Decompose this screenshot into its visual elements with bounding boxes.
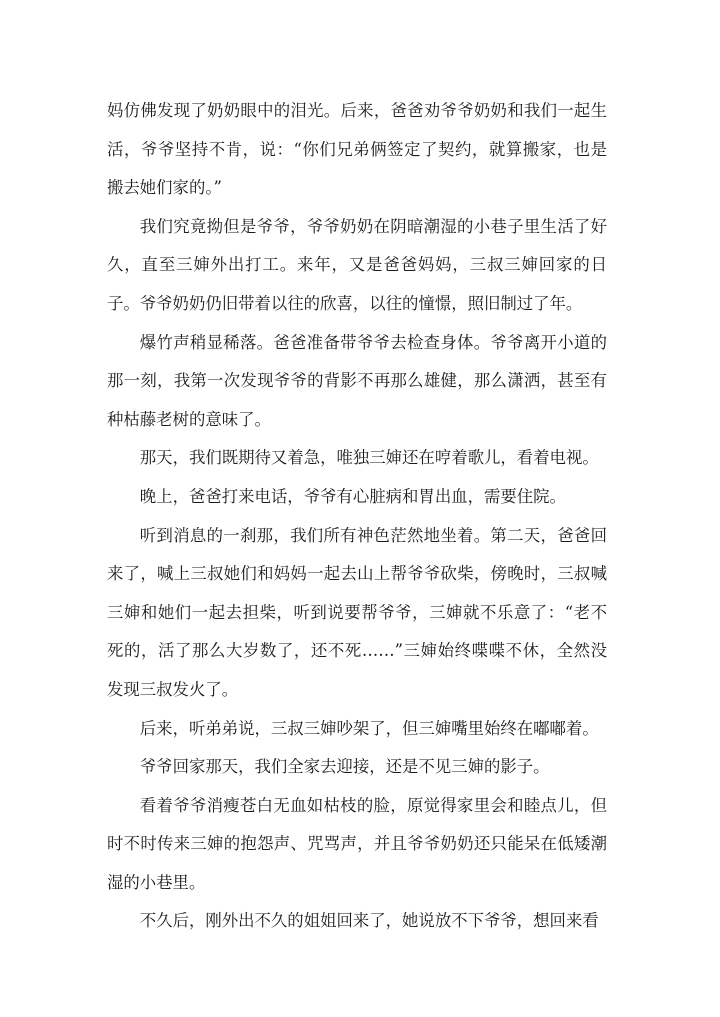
paragraph-9: 看着爷爷消瘦苍白无血如枯枝的脸，原觉得家里会和睦点儿，但时不时传来三婶的抱怨声、咒骂声，并且爷爷奶奶还只能呆在低矮潮湿的小巷里。 (107, 795, 607, 892)
paragraph-8: 爷爷回家那天，我们全家去迎接，还是不见三婶的影子。 (139, 757, 550, 777)
paragraph-1: 妈仿佛发现了奶奶眼中的泪光。后来，爸爸劝爷爷奶奶和我们一起生活，爷爷坚持不肯，说：“你们兄弟俩签定了契约，就算搬家，也是搬去她们家的。” (107, 101, 607, 198)
paragraph-4: 那天，我们既期待又着急，唯独三婶还在哼着歌儿，看着电视。 (139, 448, 599, 468)
paragraph-10: 不久后，刚外出不久的姐姐回来了，她说放不下爷爷，想回来看 (139, 911, 599, 931)
paragraph-6: 听到消息的一刹那，我们所有神色茫然地坐着。第二天，爸爸回来了，喊上三叔她们和妈妈一起去山上帮爷爷砍柴，傍晚时，三叔喊三婶和她们一起去担柴，听到说要帮爷爷，三婶就不乐意了：“老不死的，活了那么大岁数了，还不死……”三婶始终喋喋不休，全然没发现三叔发火了。 (107, 525, 607, 699)
paragraph-2: 我们究竟拗但是爷爷，爷爷奶奶在阴暗潮湿的小巷子里生活了好久，直至三婶外出打工。来年，又是爸爸妈妈，三叔三婶回家的日子。爷爷奶奶仍旧带着以往的欣喜，以往的憧憬，照旧制过了年。 (107, 216, 607, 313)
paragraph-7: 后来，听弟弟说，三叔三婶吵架了，但三婶嘴里始终在嘟嘟着。 (139, 718, 599, 738)
body-text (107, 92, 607, 941)
paragraph-5: 晚上，爸爸打来电话，爷爷有心脏病和胃出血，需要住院。 (139, 486, 566, 506)
paragraph-3: 爆竹声稍显稀落。爸爸准备带爷爷去检查身体。爷爷离开小道的那一刻，我第一次发现爷爷的背影不再那么雄健，那么潇洒，甚至有种枯藤老树的意味了。 (107, 332, 607, 429)
